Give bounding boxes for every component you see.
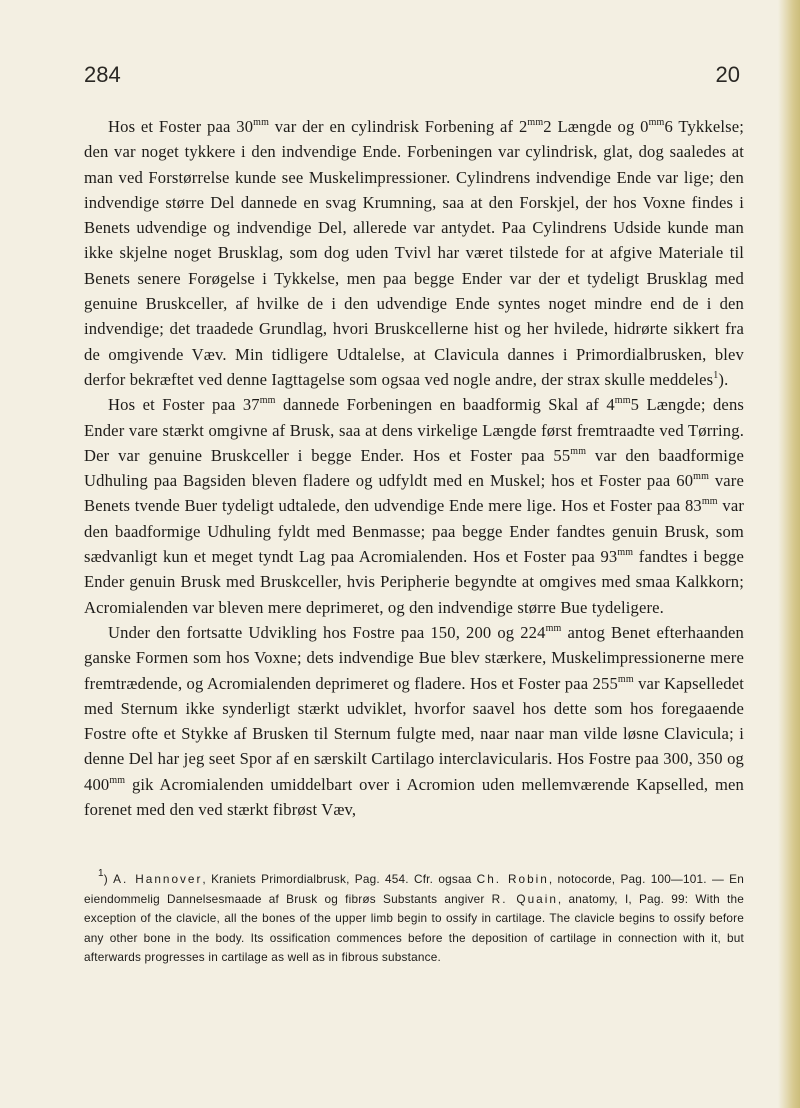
superscript: 1 <box>713 369 719 381</box>
text-run: dannede Forbeningen en baadformig Skal af 4 <box>275 395 615 415</box>
page-edge-shading <box>778 0 800 1108</box>
superscript: 1 <box>98 868 104 879</box>
superscript: mm <box>693 471 709 483</box>
page-header <box>84 62 740 92</box>
footnote <box>84 870 744 968</box>
footnote-text <box>84 870 744 968</box>
superscript: mm <box>617 547 634 559</box>
text-run: vare Benets tvende Buer tydeligt udtalede, den udvendige Ende mere lige. Hos et Foster paa 83 <box>84 471 744 516</box>
superscript: mm <box>701 496 718 508</box>
superscript: mm <box>614 395 631 407</box>
text-run: ). <box>718 369 729 389</box>
superscript: mm <box>527 117 544 128</box>
superscript: mm <box>648 117 665 128</box>
paragraph <box>84 392 744 620</box>
text-run: Hos et Foster paa 30 <box>108 117 254 136</box>
text-run: 2 Længde og 0 <box>543 117 649 136</box>
spaced-author-name: R. Quain <box>491 891 558 906</box>
text-run: , Kraniets Primordialbrusk, Pag. 454. Cfr. ogsaa <box>202 872 477 886</box>
spaced-author-name: A. Hannover <box>113 872 203 886</box>
superscript: mm <box>109 774 126 786</box>
text-run: , notocorde, Pag. 100—101. — En eiendommelig Dannelsesmaade af Brusk og fibrøs Substants angiver <box>84 872 744 906</box>
superscript: mm <box>259 395 276 407</box>
main-text <box>84 114 744 822</box>
text-run: var den baadformige Udhuling fyldt med Benmasse; paa begge Ender fandtes genuin Brusk, som sædvanligt kun et meget tyndt Lag paa Acromialenden. Hos et Foster paa 93 <box>84 496 745 567</box>
superscript: mm <box>545 622 562 634</box>
superscript: mm <box>617 673 634 685</box>
text-run: Under den fortsatte Udvikling hos Fostre paa 150, 200 og 224 <box>108 622 546 642</box>
superscript: mm <box>570 445 587 457</box>
paragraph <box>84 620 744 822</box>
spaced-author-name: Ch. Robin <box>476 872 549 886</box>
text-run: var den baadformige Udhuling paa Bagsiden bleven fladere og udfyldt med en Muskel; hos et Foster paa 60 <box>84 445 745 491</box>
text-run: fandtes i begge Ender genuin Brusk med Bruskceller, hvis Peripherie begyndte at omgives med smaa Kalkkorn; Acromialenden var bleven mere deprimeret, og den indvendige større Bue tydeligere. <box>84 547 744 617</box>
page-number-left: 284 <box>84 62 121 87</box>
text-run: Hos et Foster paa 37 <box>108 395 260 415</box>
text-run: var der en cylindrisk Forbening af 2 <box>269 117 528 136</box>
paragraph <box>84 114 744 392</box>
text-run: ) <box>103 872 114 886</box>
superscript: mm <box>253 117 269 128</box>
text-run: gik Acromialenden umiddelbart over i Acromion uden mellemværende Kapselled, men forenet med den ved stærkt fibrøst Væv, <box>84 774 744 820</box>
text-run: 6 Tykkelse; den var noget tykkere i den indvendige Ende. Forbeningen var cylindrisk, glat, dog saaledes at man ved Forstørrelse kunde see Muskelimpressioner. Cylindrens indvendige Ende var lige; den indvendige større Del dannede en svag Krumning, saa at den Forskjel, der hos Voxne findes i Benets udvendige og indvendige Del, allerede var antydet. Paa Cylindrens Udside kunde man ikke skjelne noget Brusklag, som dog uden Tvivl har været tilstede for at afgive Materiale til Benets senere Forøgelse i Tykkelse, men paa begge Ender var der et tydeligt Brusklag med genuine Bruskceller, af hvilke de i den udvendige Ende syntes noget mindre end de i den indvendige; det traadede Grundlag, hvori Bruskcellerne hist og her hvilede, hidrørte sikkert fra de omgivende Væv. Min tidligere Udtalelse, at Clavicula dannes i Primordialbrusken, blev derfor bekræftet ved denne Iagttagelse som ogsaa ved nogle andre, der strax skulle meddeles <box>84 117 744 389</box>
text-run: , anatomy, I, Pag. 99: With the exception of the clavicle, all the bones of the upper limb begin to ossify in cartilage. The clavicle begins to ossify before any other bone in the body. Its ossification commences before the deposition of cartilage in connection with it, but afterwards progresses in cartilage as well as in fibrous substance. <box>84 891 744 965</box>
text-run: var Kapselledet med Sternum ikke synderligt stærkt udviklet, hvorfor saavel hos dette som hos foregaaende Fostre ofte et Stykke af Brusken til Sternum fulgte med, naar naar man vilde løsne Clavicula; i denne Del har jeg seet Spor af en særskilt Cartilago interclavicularis. Hos Fostre paa 300, 350 og 400 <box>84 673 744 794</box>
text-run: 5 Længde; dens Ender vare stærkt omgivne af Brusk, saa at dens virkelige Længde først fremtraadte ved Tørring. Der var genuine Bruskceller i begge Ender. Hos et Foster paa 55 <box>84 395 744 465</box>
page-number-right: 20 <box>715 62 740 87</box>
text-run: antog Benet efterhaanden ganske Formen som hos Voxne; dets indvendige Bue blev stærkere, Muskelimpressionerne mere fremtrædende, og Acromialenden deprimeret og fladere. Hos et Foster paa 255 <box>84 622 744 693</box>
